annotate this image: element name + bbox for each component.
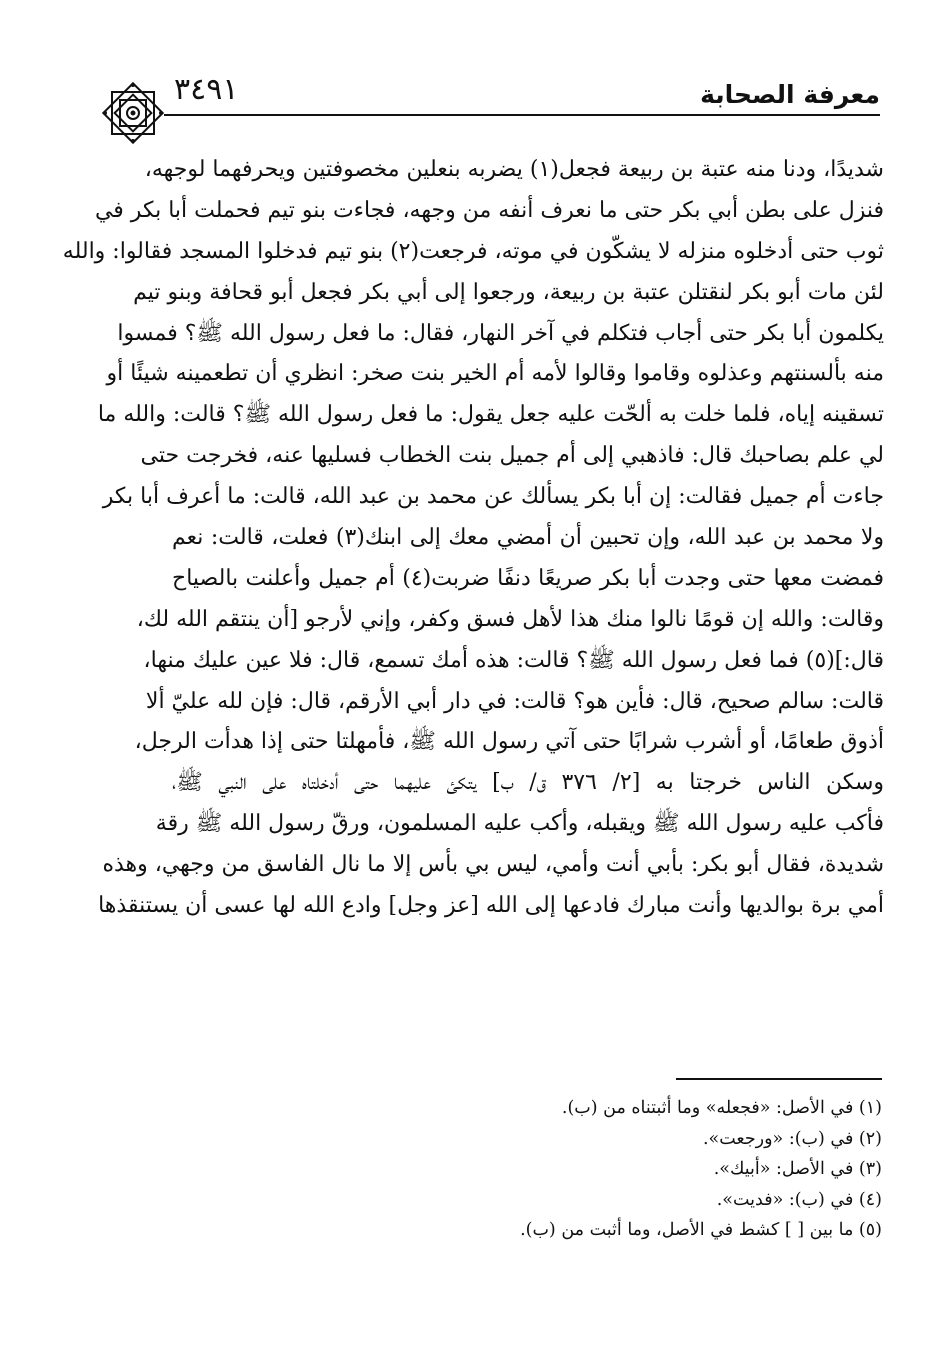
text-line: ولا محمد بن عبد الله، وإن تحبين أن أمضي معك إلى ابنك(٣) فعلت، قالت: نعم (172, 525, 884, 551)
text-line: وقالت: والله إن قومًا نالوا منك هذا لأهل فسق وكفر، وإني لأرجو [أن ينتقم الله لك، (136, 606, 884, 632)
footnotes (182, 1093, 882, 1246)
text-line: قالت: سالم صحيح، قال: فأين هو؟ قالت: في دار أبي الأرقم، قال: فإن لله عليّ ألا (145, 688, 884, 714)
footnote: (٢) في (ب): «ورجعت». (702, 1128, 882, 1149)
text-line: أمي برة بوالديها وأنت مبارك فادعها إلى الله [عز وجل] وادع الله لها عسى أن يستنقذها (98, 893, 884, 919)
text-line: أذوق طعامًا، أو أشرب شرابًا حتى آتي رسول الله ﷺ، فأمهلتا حتى إذا هدأت الرجل، (134, 729, 884, 755)
footnote: (٤) في (ب): «فديت». (716, 1189, 882, 1210)
text-line: تسقينه إياه، فلما خلت به ألحّت عليه جعل يقول: ما فعل رسول الله ﷺ؟ قالت: والله ما (97, 402, 884, 428)
text-line: جاءت أم جميل فقالت: إن أبا بكر يسألك عن محمد بن عبد الله، قالت: ما أعرف أبا بكر (102, 484, 884, 510)
text-line: منه بألسنتهم وعذلوه وقاموا وقالوا لأمه أم الخير بنت صخر: انظري أن تطعمينه شيئًا أو (106, 361, 884, 387)
footnote-divider (676, 1078, 882, 1080)
footnote: (١) في الأصل: «فجعله» وما أثبتناه من (ب). (561, 1098, 882, 1118)
running-header (100, 70, 880, 120)
text-line: ثوب حتى أدخلوه منزله لا يشكّون في موته، فرجعت(٢) بنو تيم فدخلوا المسجد فقالوا: والله (62, 238, 884, 264)
page-number: ٣٤٩١ (174, 72, 239, 107)
text-line: قال:](٥) فما فعل رسول الله ﷺ؟ قالت: هذه أمك تسمع، قال: فلا عين عليك منها، (143, 647, 884, 673)
text-line: فمضت معها حتى وجدت أبا بكر صريعًا دنفًا ضربت(٤) أم جميل وأعلنت بالصياح (172, 565, 884, 591)
text-line: وسكن الناس خرجتا به [٢/ ٣٧٦ ق/ ب] يتكئ عليهما حتى أدخلتاه على النبي ﷺ، (172, 770, 884, 796)
text-line: لي علم بصاحبك قال: فاذهبي إلى أم جميل بنت الخطاب فسليها عنه، فخرجت حتى (140, 443, 884, 469)
text-line: شديدًا، ودنا منه عتبة بن ربيعة فجعل(١) يضربه بنعلين مخصوفتين ويحرفهما لوجهه، (144, 157, 884, 182)
text-line: لئن مات أبو بكر لنقتلن عتبة بن ربيعة، ورجعوا إلى أبي بكر فجعل أبو قحافة وبنو تيم (133, 279, 884, 305)
main-text (62, 150, 884, 927)
text-line: يكلمون أبا بكر حتى أجاب فتكلم في آخر النهار، فقال: ما فعل رسول الله ﷺ؟ فمسوا (117, 320, 884, 346)
text-line: فنزل على بطن أبي بكر حتى ما نعرف أنفه من وجهه، فجاءت بنو تيم فحملت أبا بكر في (94, 197, 884, 223)
text-line: شديدة، فقال أبو بكر: بأبي أنت وأمي، ليس بي بأس إلا ما نال الفاسق من وجهي، وهذه (102, 852, 884, 878)
book-title: معرفة الصحابة (700, 80, 880, 109)
footnote: (٥) ما بين [ ] كشط في الأصل، وما أثبت من (ب). (520, 1220, 882, 1240)
text-line: فأكب عليه رسول الله ﷺ ويقبله، وأكب عليه المسلمون، ورقّ رسول الله ﷺ رقة (155, 811, 884, 837)
islamic-star-ornament-icon (98, 78, 168, 148)
footnote: (٣) في الأصل: «أبيك». (713, 1159, 882, 1179)
header-divider (164, 114, 880, 116)
